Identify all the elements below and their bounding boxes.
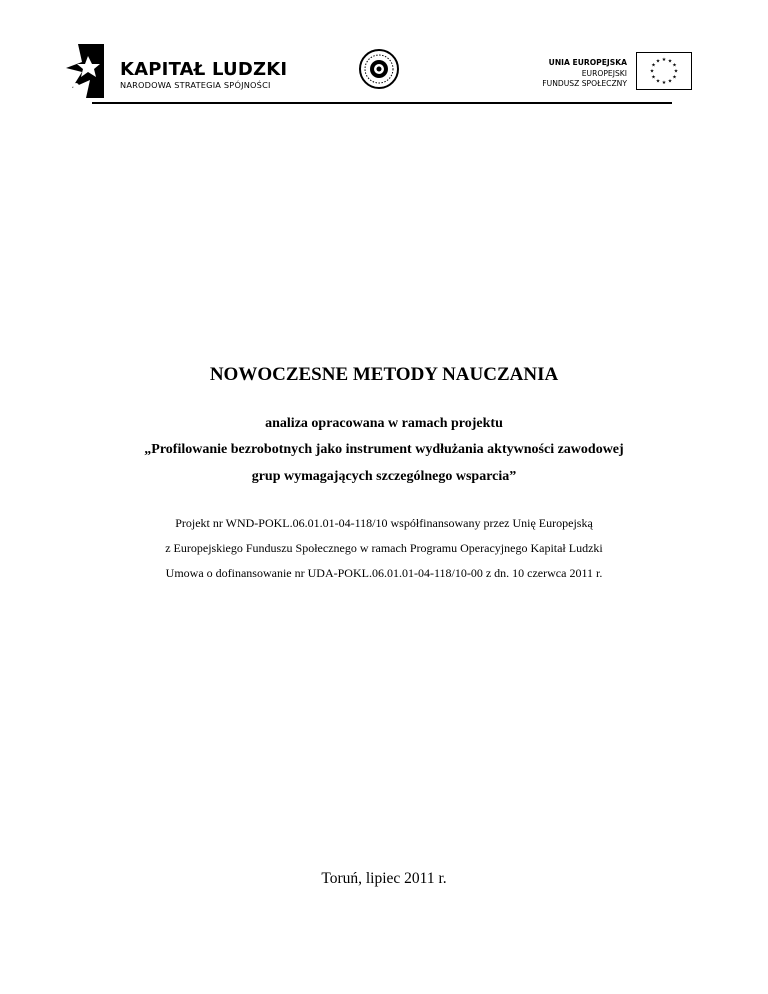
svg-text:★: ★ [672,74,677,81]
subtitle-line-1: analiza opracowana w ramach projektu [265,416,503,431]
place-date: Toruń, lipiec 2011 r. [321,870,447,887]
page-header [0,0,768,110]
document-title: NOWOCZESNE METODY NAUCZANIA [209,364,559,385]
svg-text:★: ★ [667,58,673,65]
logo-title: KAPITAŁ LUDZKI [120,59,288,80]
kapital-ludzki-logo-icon [64,42,106,100]
project-line-1: Projekt nr WND-POKL.06.01.01-04-118/10 współfinansowany przez Unię Europejską [175,516,593,530]
seal-icon [358,48,400,90]
svg-text:★: ★ [661,80,667,86]
eu-line-2: EUROPEJSKI [581,68,627,78]
svg-text:★: ★ [667,78,673,85]
svg-text:★: ★ [655,78,661,85]
eu-line-1: UNIA EUROPEJSKA [548,58,627,67]
kapital-ludzki-logo-text [120,60,287,91]
svg-text:★: ★ [673,68,679,75]
svg-text:★: ★ [649,68,655,75]
project-line-2: z Europejskiego Funduszu Społecznego w ramach Programu Operacyjnego Kapitał Ludzki [165,541,603,555]
svg-text:★: ★ [661,57,667,63]
svg-text:★: ★ [655,58,661,65]
header-divider [92,102,672,104]
svg-text:★: ★ [651,74,656,81]
project-line-3: Umowa o dofinansowanie nr UDA-POKL.06.01.01-04-118/10-00 z dn. 10 czerwca 2011 r. [165,566,603,580]
svg-text:★: ★ [651,62,656,69]
subtitle-line-2: „Profilowanie bezrobotnych jako instrument wydłużania aktywności zawodowej [144,442,624,457]
eu-logo-text [512,58,627,90]
subtitle-line-3: grup wymagających szczególnego wsparcia” [251,469,517,484]
eu-line-3: FUNDUSZ SPOŁECZNY [542,79,627,88]
logo-subtitle: NARODOWA STRATEGIA SPÓJNOŚCI [120,80,271,90]
svg-text:★: ★ [672,62,677,69]
eu-flag-icon [636,52,692,90]
